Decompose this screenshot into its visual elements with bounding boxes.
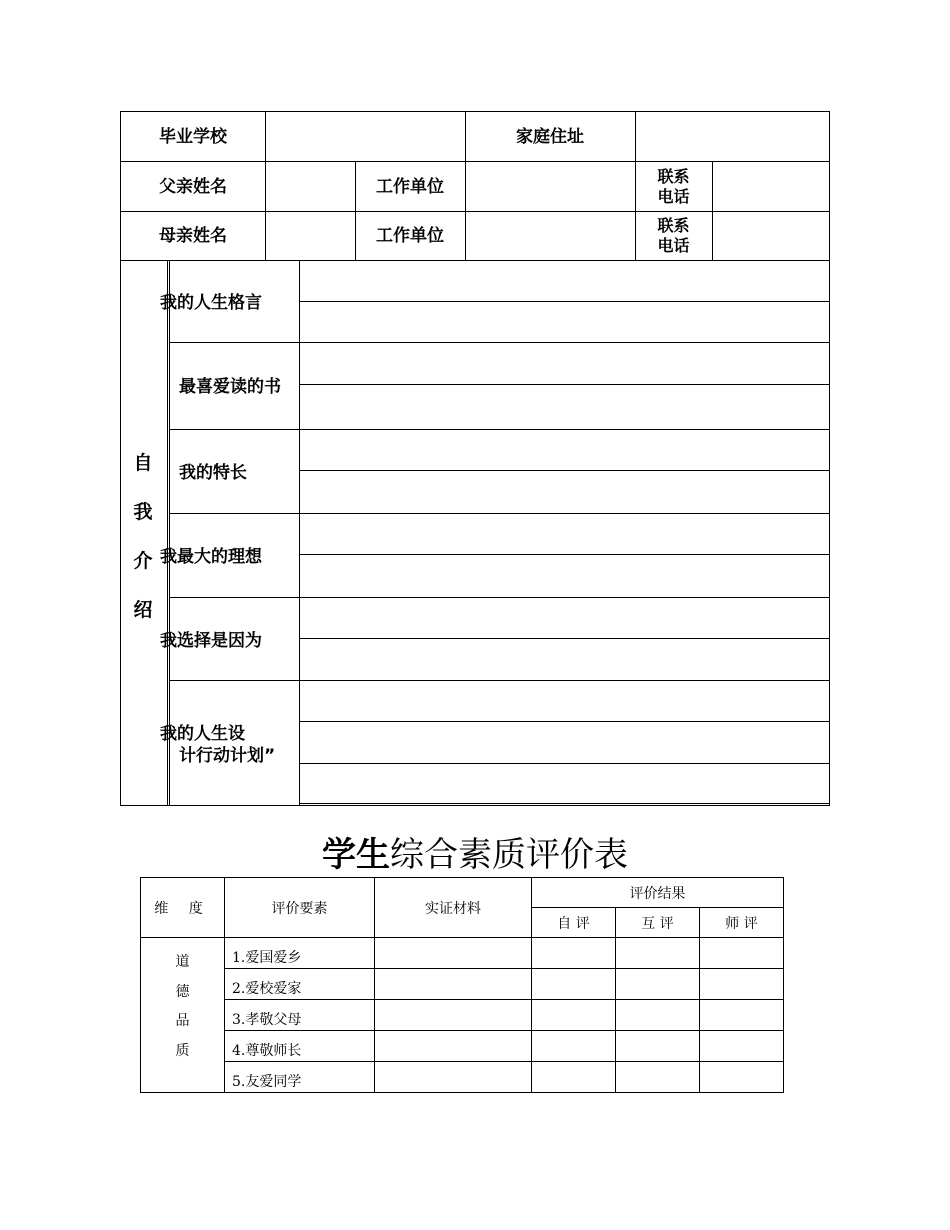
peer-eval-header: 互 评 [616,908,700,938]
dimension-char: 道 [175,954,190,970]
element-item: 3.孝敬父母 [225,1000,375,1031]
evidence-cell[interactable] [375,1000,532,1031]
self-intro-char: 绍 [133,599,153,621]
self-eval-cell[interactable] [532,1062,616,1093]
student-info-form [120,111,830,806]
evidence-cell[interactable] [375,938,532,969]
mother-work-label: 工作单位 [376,226,444,246]
table-row [141,938,784,969]
result-header: 评价结果 [532,878,784,908]
ideal-field[interactable] [301,514,829,597]
father-work-label: 工作单位 [376,177,444,197]
table-header-row [141,878,784,908]
self-eval-cell[interactable] [532,1000,616,1031]
teacher-eval-header: 师 评 [700,908,784,938]
evidence-cell[interactable] [375,969,532,1000]
choice-reason-label: 我选择是因为 [160,631,262,651]
row-divider [121,260,829,261]
choice-reason-field[interactable] [301,598,829,680]
talent-field[interactable] [301,430,829,513]
title-bold-part: 学生 [322,835,390,875]
self-intro-char: 我 [133,501,153,523]
self-intro-char: 自 [133,452,153,474]
table-row [141,1000,784,1031]
life-plan-label-1: 我的人生设 [160,724,245,744]
address-label: 家庭住址 [516,127,584,147]
father-phone-field[interactable] [713,162,829,211]
talent-label: 我的特长 [179,463,247,483]
teacher-eval-cell[interactable] [700,1031,784,1062]
mother-name-label: 母亲姓名 [159,226,227,246]
self-eval-header: 自 评 [532,908,616,938]
peer-eval-cell[interactable] [616,1062,700,1093]
peer-eval-cell[interactable] [616,1031,700,1062]
table-row [141,1062,784,1093]
teacher-eval-cell[interactable] [700,938,784,969]
teacher-eval-cell[interactable] [700,1062,784,1093]
father-name-label: 父亲姓名 [159,177,227,197]
favorite-book-label: 最喜爱读的书 [179,377,281,397]
mother-phone-label-1: 联系 [657,216,690,235]
motto-label: 我的人生格言 [160,293,262,313]
element-item: 4.尊敬师长 [225,1031,375,1062]
evaluation-table [140,877,784,1093]
peer-eval-cell[interactable] [616,938,700,969]
table-row [141,1031,784,1062]
life-plan-field[interactable] [301,681,829,805]
dimension-header: 维 度 [141,878,225,938]
favorite-book-field[interactable] [301,343,829,429]
dimension-char: 质 [175,1042,190,1059]
mother-work-field[interactable] [466,212,635,260]
evaluation-title [0,832,950,878]
father-work-field[interactable] [466,162,635,211]
element-item: 2.爱校爱家 [225,969,375,1000]
dimension-char: 德 [175,983,190,1000]
dimension-cell [141,938,225,1093]
school-label: 毕业学校 [159,127,227,147]
self-eval-cell[interactable] [532,938,616,969]
life-plan-label-2: 计行动计划” [179,746,276,766]
mother-phone-field[interactable] [713,212,829,260]
evidence-cell[interactable] [375,1031,532,1062]
title-rest-part: 综合素质评价表 [390,835,628,875]
self-eval-cell[interactable] [532,1031,616,1062]
school-field[interactable] [266,112,465,161]
elements-header: 评价要素 [225,878,375,938]
evidence-header: 实证材料 [375,878,532,938]
father-phone-label-1: 联系 [657,167,690,186]
self-intro-char: 介 [133,550,153,572]
mother-name-field[interactable] [266,212,355,260]
peer-eval-cell[interactable] [616,969,700,1000]
element-item: 5.友爱同学 [225,1062,375,1093]
teacher-eval-cell[interactable] [700,1000,784,1031]
evidence-cell[interactable] [375,1062,532,1093]
father-phone-label-2: 电话 [657,187,690,206]
table-row [141,969,784,1000]
peer-eval-cell[interactable] [616,1000,700,1031]
element-item: 1.爱国爱乡 [225,938,375,969]
self-intro-heading [128,439,158,635]
father-name-field[interactable] [266,162,355,211]
teacher-eval-cell[interactable] [700,969,784,1000]
mother-phone-label-2: 电话 [657,236,690,255]
ideal-label: 我最大的理想 [160,547,262,567]
dimension-char: 品 [175,1013,190,1029]
self-eval-cell[interactable] [532,969,616,1000]
address-field[interactable] [636,112,829,161]
motto-field[interactable] [301,262,829,342]
